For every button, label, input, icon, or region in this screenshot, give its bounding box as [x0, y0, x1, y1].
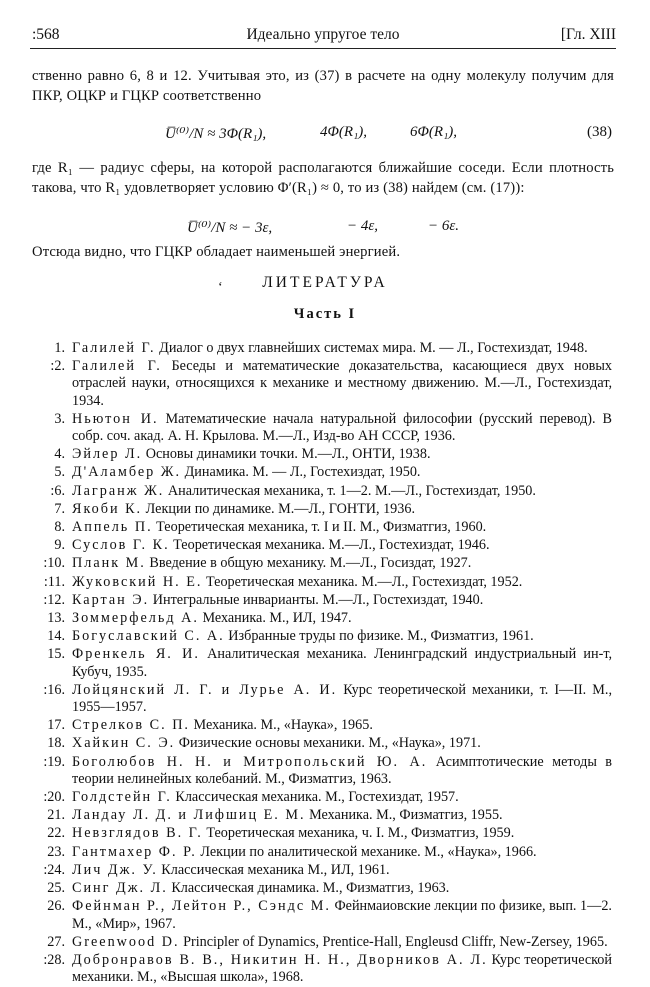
reference-item	[32, 807, 612, 824]
reference-text: Физические основы механики. М., «Наука», 1971.	[178, 735, 481, 752]
reference-text: Лекции по динамике. М.—Л., ГОНТИ, 1936.	[145, 500, 416, 517]
formula-2-lhs: U̅⁽⁰⁾/N ≈ − 3ε,	[187, 220, 273, 236]
reference-item	[32, 735, 612, 752]
reference-text: Курс теоретической механики, т. I—II. М., 1955—1957.	[72, 681, 613, 716]
reference-text: Математические начала натуральной философии (русский перевод). В собр. соч. акад. А. Н. Крылова. М.—Л., Изд-во АН СССР, 1936.	[72, 410, 612, 445]
reference-item	[32, 646, 612, 680]
reference-item	[32, 952, 612, 986]
reference-author: Жуковский Н. Е.	[72, 573, 203, 590]
reference-number: :19.	[43, 753, 65, 770]
reference-number: :16.	[43, 681, 65, 698]
reference-item	[32, 862, 612, 879]
reference-text: Классическая механика М., ИЛ, 1961.	[161, 861, 390, 878]
reference-item	[32, 880, 612, 897]
reference-item	[32, 898, 612, 932]
formula-38-lhs: U̅⁽⁰⁾/N ≈ 3Φ(R₁),	[165, 126, 267, 142]
reference-text: Механика. М., Физматгиз, 1955.	[309, 807, 503, 824]
reference-text: Теоретическая механика. М.—Л., Гостехиздат, 1946.	[173, 537, 490, 554]
reference-number: 15.	[47, 646, 65, 663]
running-title: Идеально упругое тело	[246, 26, 400, 43]
reference-item	[32, 501, 612, 518]
reference-author: Greenwood D.	[72, 933, 180, 950]
reference-text: Основы динамики точки. М.—Л., ОНТИ, 1938.	[145, 446, 431, 463]
page-header	[30, 24, 616, 49]
reference-text: Введение в общую механику. М.—Л., Госиздат, 1927.	[149, 555, 472, 572]
reference-item	[32, 537, 612, 554]
reference-author: Картан Э.	[72, 591, 150, 608]
reference-text: Механика. М., «Наука», 1965.	[193, 717, 373, 734]
reference-item	[32, 483, 612, 500]
formula-2-rhs: − 6ε.	[428, 218, 460, 234]
reference-text: Фейнмаиовские лекции по физике, вып. 1—2. М., «Мир», 1967.	[72, 898, 612, 932]
reference-author: Лагранж Ж.	[72, 482, 165, 499]
reference-number: 17.	[47, 717, 65, 734]
reference-item	[32, 411, 612, 445]
reference-text: Асимптотические методы в теории нелинейных колебаний. М., Физматгиз, 1963.	[72, 753, 612, 787]
stray-mark: ʻ	[218, 280, 223, 295]
reference-author: Гантмахер Ф. Р.	[72, 843, 197, 860]
reference-author: Боголюбов Н. Н. и Митропольский Ю. А.	[72, 753, 428, 770]
reference-list	[32, 340, 612, 987]
reference-number: :10.	[43, 555, 65, 572]
reference-item	[32, 754, 612, 788]
reference-number: 23.	[47, 843, 65, 860]
reference-number: 3.	[54, 410, 65, 427]
reference-author: Д'Аламбер Ж.	[72, 464, 182, 481]
reference-author: Синг Дж. Л.	[72, 880, 168, 897]
reference-author: Хайкин С. Э.	[72, 735, 176, 752]
reference-text: Курс теоретической механики. М., «Высшая школа», 1968.	[72, 951, 612, 986]
reference-text: Беседы и математические доказательства, касающиеся двух новых отраслей науки, относящихся к механике и местному движению. М.—Л., Гостехиздат, 1934.	[72, 358, 612, 409]
part-heading: Часть I	[293, 306, 357, 322]
reference-item	[32, 628, 612, 645]
reference-author: Аппель П.	[72, 519, 153, 536]
reference-text: Избранные труды по физике. М., Физматгиз, 1961.	[228, 628, 534, 645]
reference-number: 7.	[54, 500, 65, 517]
reference-number: :2.	[50, 358, 65, 375]
reference-number: :6.	[50, 482, 65, 499]
reference-number: 21.	[47, 807, 65, 824]
reference-author: Лойцянский Л. Г. и Лурье А. И.	[72, 681, 338, 698]
reference-item	[32, 464, 612, 481]
reference-author: Френкель Я. И.	[72, 646, 200, 663]
formula-38-mid: 4Φ(R₁),	[320, 124, 368, 140]
reference-author: Зоммерфельд А.	[72, 610, 199, 627]
reference-text: Аналитическая механика, т. 1—2. М.—Л., Гостехиздат, 1950.	[167, 482, 536, 499]
reference-item	[32, 358, 612, 410]
reference-number: :24.	[43, 861, 65, 878]
reference-author: Фейнман Р., Лейтон Р., Сэндс М.	[72, 898, 331, 915]
reference-item	[32, 825, 612, 842]
reference-item	[32, 574, 612, 591]
reference-text: Principler of Dynamics, Prentice-Hall, Engleusd Cliffr, New-Zersey, 1965.	[183, 933, 608, 950]
reference-text: Аналитическая механика. Ленинградский индустриальный ин-т, Кубуч, 1935.	[72, 646, 613, 680]
reference-number: 4.	[54, 446, 65, 463]
reference-number: :20.	[43, 789, 65, 806]
reference-author: Планк М.	[72, 555, 146, 572]
formula-2-mid: − 4ε,	[347, 218, 379, 234]
reference-text: Лекции по аналитической механике. М., «Наука», 1966.	[200, 843, 537, 860]
reference-item	[32, 844, 612, 861]
reference-text: Механика. М., ИЛ, 1947.	[202, 610, 352, 627]
reference-author: Голдстейн Г.	[72, 789, 172, 806]
reference-item	[32, 446, 612, 463]
reference-item	[32, 592, 612, 609]
reference-author: Галилей Г.	[72, 358, 162, 375]
reference-text: Теоретическая механика, т. I и II. М., Физматгиз, 1960.	[156, 519, 487, 536]
page-number: :568	[32, 26, 60, 43]
reference-number: 25.	[47, 880, 65, 897]
reference-number: 9.	[54, 537, 65, 554]
paragraph-2: где R₁ — радиус сферы, на которой располагаются ближайшие соседи. Если плотность такова, что R₁ удовлетворяет условию Φ′(R₁) ≈ 0, то из (38) найдем (см. (17)):	[32, 160, 614, 196]
chapter-label: [Гл. XIII	[560, 26, 616, 43]
reference-number: 18.	[47, 735, 65, 752]
reference-number: :11.	[43, 573, 65, 590]
reference-item	[32, 610, 612, 627]
reference-author: Стрелков С. П.	[72, 717, 190, 734]
reference-number: 14.	[47, 628, 65, 645]
reference-author: Богуславский С. А.	[72, 628, 225, 645]
equation-number: (38)	[587, 124, 612, 140]
reference-item	[32, 717, 612, 734]
paragraph-1: ственно равно 6, 8 и 12. Учитывая это, из (37) в расчете на одну молекулу получим для ПКР, ОЦКР и ГЦКР соответственно	[32, 68, 614, 104]
reference-item	[32, 340, 612, 357]
reference-number: 13.	[47, 610, 65, 627]
reference-number: 8.	[54, 519, 65, 536]
reference-author: Ландау Л. Д. и Лифшиц Е. М.	[72, 807, 306, 824]
reference-item	[32, 934, 612, 951]
reference-text: Интегральные инварианты. М.—Л., Гостехиздат, 1940.	[152, 591, 484, 608]
reference-number: 26.	[47, 898, 65, 915]
reference-author: Галилей Г.	[72, 340, 156, 356]
reference-number: 1.	[54, 340, 65, 356]
reference-number: 27.	[47, 933, 65, 950]
reference-item	[32, 555, 612, 572]
paragraph-3: Отсюда видно, что ГЦКР обладает наименьшей энергией.	[32, 244, 401, 260]
reference-number: :28.	[43, 951, 65, 968]
reference-author: Суслов Г. К.	[72, 537, 170, 554]
reference-author: Лич Дж. У.	[72, 861, 158, 878]
reference-number: :12.	[43, 591, 65, 608]
reference-item	[32, 789, 612, 806]
literature-heading: ЛИТЕРАТУРА	[262, 274, 388, 291]
reference-text: Диалог о двух главнейших системах мира. М. — Л., Гостехиздат, 1948.	[159, 340, 588, 356]
reference-author: Якоби К.	[72, 500, 143, 517]
reference-author: Невзглядов В. Г.	[72, 825, 203, 842]
reference-item	[32, 682, 612, 716]
reference-text: Классическая динамика. М., Физматгиз, 1963.	[171, 880, 450, 897]
reference-text: Классическая механика. М., Гостехиздат, 1957.	[175, 789, 459, 806]
reference-text: Теоретическая механика, ч. I. М., Физматгиз, 1959.	[206, 825, 515, 842]
reference-author: Ньютон И.	[72, 410, 159, 427]
reference-author: Добронравов В. В., Никитин Н. Н., Дворников А. Л.	[72, 951, 488, 968]
reference-text: Теоретическая механика. М.—Л., Гостехиздат, 1952.	[206, 573, 523, 590]
reference-text: Динамика. М. — Л., Гостехиздат, 1950.	[184, 464, 421, 481]
reference-item	[32, 519, 612, 536]
reference-number: 22.	[47, 825, 65, 842]
formula-38-rhs: 6Φ(R₁),	[410, 124, 458, 140]
reference-author: Эйлер Л.	[72, 446, 143, 463]
reference-number: 5.	[54, 464, 65, 481]
